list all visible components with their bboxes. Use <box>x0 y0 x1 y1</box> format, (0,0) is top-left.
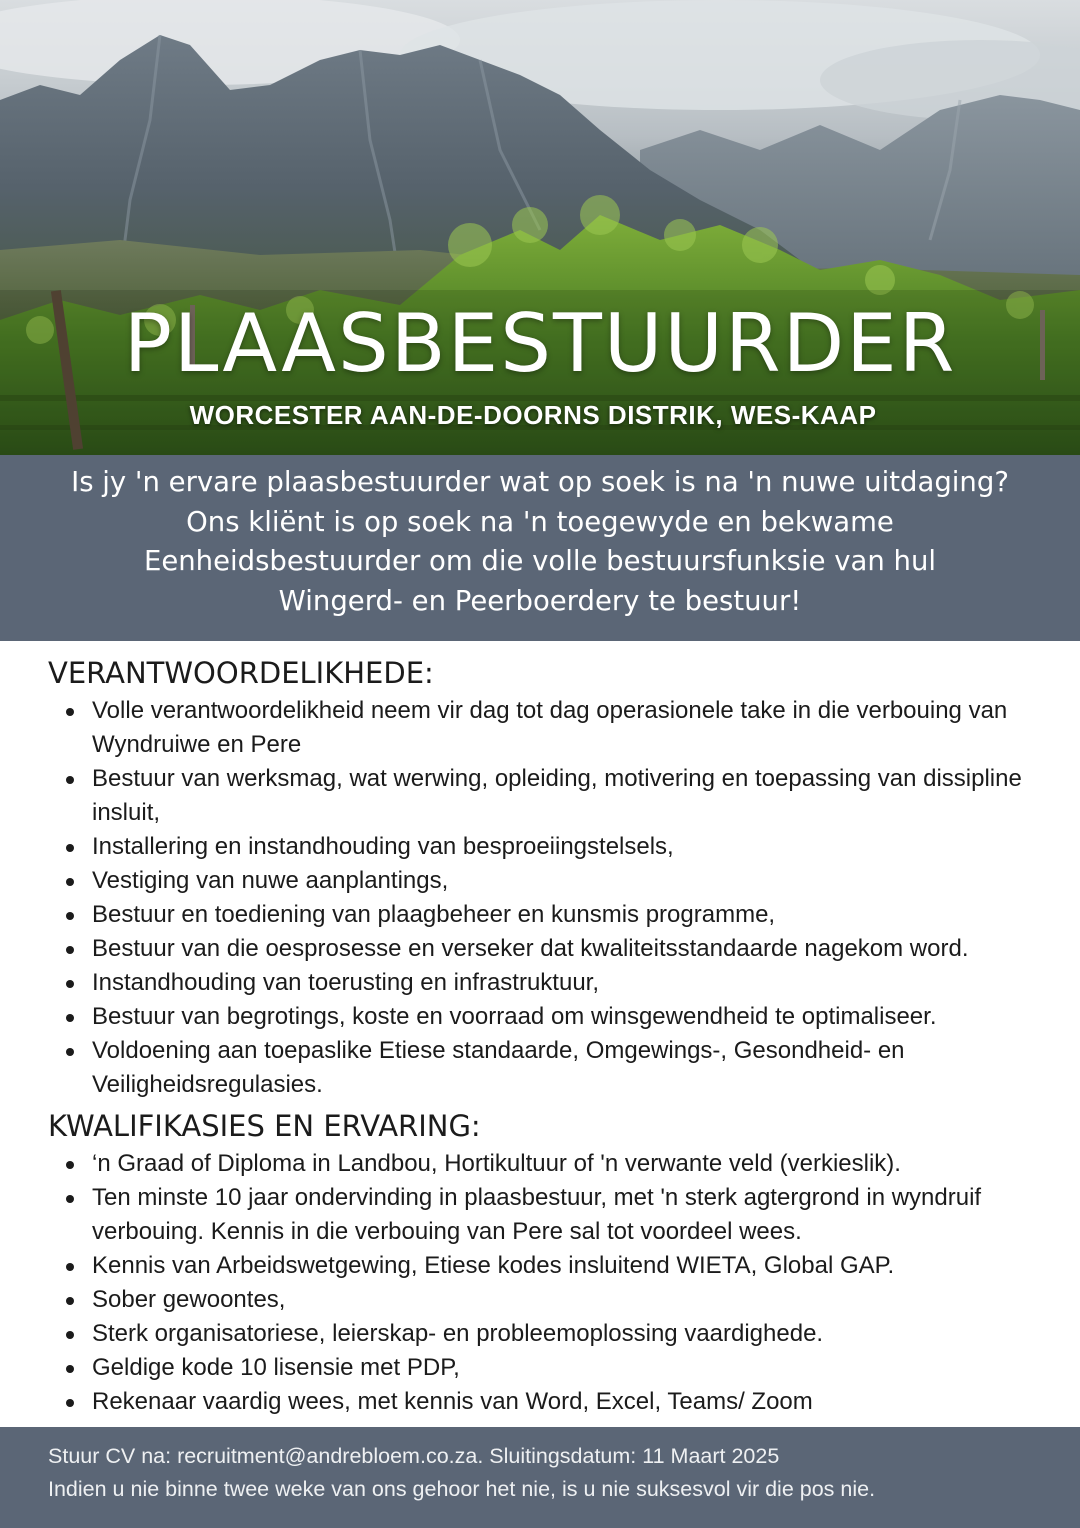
job-location: WORCESTER AAN-DE-DOORNS DISTRIK, WES-KAAP <box>189 400 877 430</box>
responsibilities-list <box>48 694 1038 1102</box>
footer-band <box>0 1427 1080 1528</box>
qualifications-list <box>48 1147 1038 1419</box>
list-item: Bestuur van die oesprosesse en verseker dat kwaliteitsstandaarde nagekom word. <box>48 932 1038 966</box>
list-item: Instandhouding van toerusting en infrastruktuur, <box>48 966 1038 1000</box>
hero-banner <box>0 0 1080 455</box>
disclaimer-text: Indien u nie binne twee weke van ons gehoor het nie, is u nie suksesvol vir die pos nie. <box>48 1477 876 1501</box>
intro-line: Is jy 'n ervare plaasbestuurder wat op soek is na 'n nuwe uitdaging? <box>71 466 1009 498</box>
responsibilities-heading: VERANTWOORDELIKHEDE: <box>48 656 434 690</box>
list-item: Bestuur en toediening van plaagbeheer en kunsmis programme, <box>48 898 1038 932</box>
qualifications-heading: KWALIFIKASIES EN ERVARING: <box>48 1109 481 1143</box>
list-item: Sober gewoontes, <box>48 1283 1038 1317</box>
list-item: Vestiging van nuwe aanplantings, <box>48 864 1038 898</box>
intro-line: Wingerd- en Peerboerdery te bestuur! <box>278 584 802 617</box>
apply-instructions: Stuur CV na: recruitment@andrebloem.co.za. Sluitingsdatum: 11 Maart 2025 <box>48 1444 780 1468</box>
list-item: Geldige kode 10 lisensie met PDP, <box>48 1351 1038 1385</box>
intro-line: Ons kliënt is op soek na 'n toegewyde en bekwame <box>186 505 894 538</box>
list-item: Sterk organisatoriese, leierskap- en probleemoplossing vaardighede. <box>48 1317 1038 1351</box>
list-item: Volle verantwoordelikheid neem vir dag tot dag operasionele take in die verbouing van Wyndruiwe en Pere <box>48 694 1038 762</box>
intro-text <box>0 455 1080 621</box>
job-title: PLAASBESTUURDER <box>123 297 957 390</box>
list-item: Bestuur van werksmag, wat werwing, opleiding, motivering en toepassing van dissipline insluit, <box>48 762 1038 830</box>
intro-band <box>0 455 1080 641</box>
list-item: Kennis van Arbeidswetgewing, Etiese kodes insluitend WIETA, Global GAP. <box>48 1249 1038 1283</box>
list-item: Ten minste 10 jaar ondervinding in plaasbestuur, met 'n sterk agtergrond in wyndruif verbouing. Kennis in die verbouing van Pere sal tot voordeel wees. <box>48 1181 1038 1249</box>
list-item: Voldoening aan toepaslike Etiese standaarde, Omgewings-, Gesondheid- en Veiligheidsregulasies. <box>48 1034 1038 1102</box>
list-item: Bestuur van begrotings, koste en voorraad om winsgewendheid te optimaliseer. <box>48 1000 1038 1034</box>
list-item: Installering en instandhouding van besproeiingstelsels, <box>48 830 1038 864</box>
list-item: Rekenaar vaardig wees, met kennis van Word, Excel, Teams/ Zoom <box>48 1385 1038 1419</box>
list-item: ‘n Graad of Diploma in Landbou, Hortikultuur of 'n verwante veld (verkieslik). <box>48 1147 1038 1181</box>
advert-content <box>48 652 1038 1419</box>
intro-line: Eenheidsbestuurder om die volle bestuursfunksie van hul <box>143 545 937 577</box>
